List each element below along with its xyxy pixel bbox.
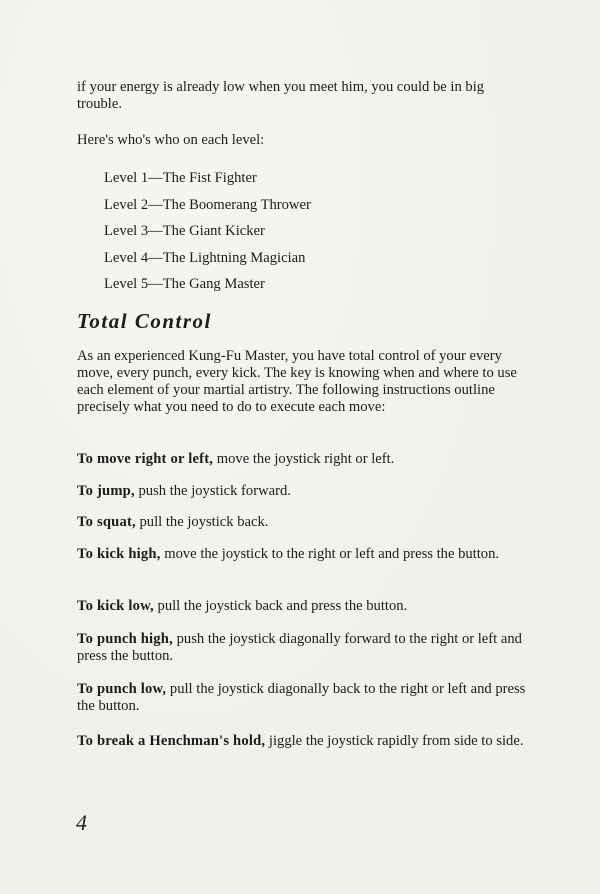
level-item: Level 2—The Boomerang Thrower	[104, 196, 311, 213]
control-action: To punch low,	[77, 681, 167, 697]
control-description: push the joystick forward.	[134, 483, 291, 499]
control-action: To break a Henchman's hold,	[77, 733, 266, 749]
control-description: jiggle the joystick rapidly from side to side.	[265, 733, 524, 749]
section-paragraph: As an experienced Kung-Fu Master, you have total control of your every move, every punch, every kick. The key is knowing when and where to use each element of your martial artistry. The following instructions outline precisely what you need to do to execute each move:	[77, 348, 517, 415]
levels-intro: Here's who's who on each level:	[77, 132, 265, 148]
level-item: Level 4—The Lightning Magician	[104, 249, 306, 266]
control-action: To punch high,	[77, 631, 173, 647]
control-description: push the joystick diagonally forward to the right or left and press the button.	[77, 631, 522, 664]
control-description: pull the joystick diagonally back to the right or left and press the button.	[77, 681, 526, 714]
control-punch-low	[77, 681, 527, 715]
level-item: Level 3—The Giant Kicker	[104, 223, 265, 239]
control-break-hold	[77, 733, 527, 750]
control-punch-high	[77, 631, 527, 665]
control-jump	[77, 483, 527, 500]
control-action: To move right or left,	[77, 451, 214, 467]
control-action: To squat,	[77, 514, 136, 530]
control-description: pull the joystick back.	[135, 514, 269, 530]
control-kick-high	[77, 546, 527, 563]
level-item: Level 5—The Gang Master	[104, 276, 265, 292]
control-kick-low	[77, 598, 527, 615]
level-item: Level 1—The Fist Fighter	[104, 170, 257, 186]
control-move	[77, 451, 527, 468]
section-title: Total Control	[77, 309, 212, 333]
control-description: move the joystick to the right or left and press the button.	[160, 546, 500, 562]
intro-continuation: if your energy is already low when you meet him, you could be in big trouble.	[77, 79, 485, 112]
control-action: To kick low,	[77, 598, 154, 614]
control-description: pull the joystick back and press the button.	[153, 598, 408, 614]
level-list	[104, 170, 311, 303]
page-number: 4	[76, 810, 87, 835]
control-action: To jump,	[77, 483, 135, 499]
control-squat	[77, 514, 527, 531]
control-description: move the joystick right or left.	[213, 451, 395, 467]
control-action: To kick high,	[77, 546, 161, 562]
